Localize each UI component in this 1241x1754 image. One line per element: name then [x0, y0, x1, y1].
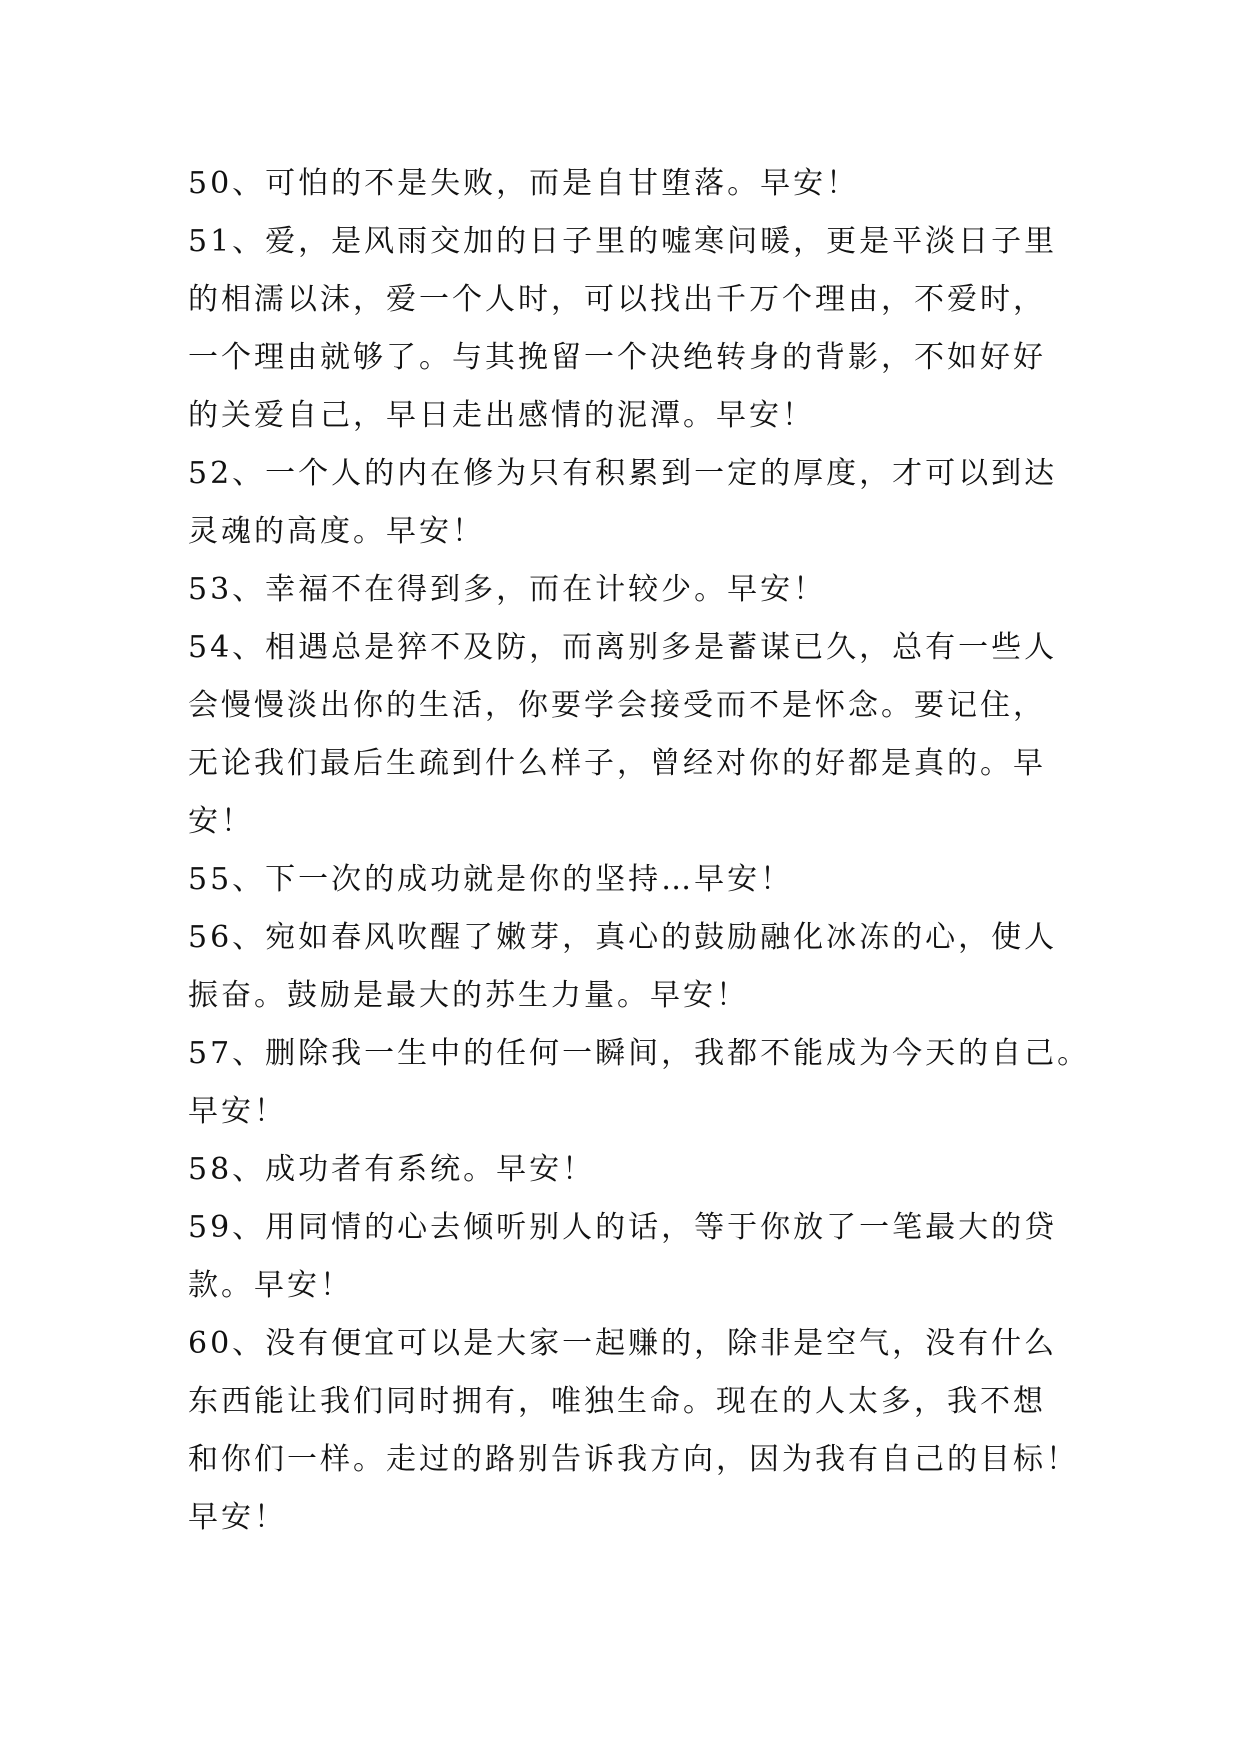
list-item	[188, 213, 1068, 445]
text-line: 无论我们最后生疏到什么样子，曾经对你的好都是真的。早	[188, 746, 1046, 781]
text-line: 款。早安！	[188, 1268, 353, 1303]
list-item	[188, 1141, 1068, 1199]
text-line: 和你们一样。走过的路别告诉我方向，因为我有自己的目标！	[188, 1442, 1079, 1477]
text-line: 灵魂的高度。早安！	[188, 514, 485, 549]
text-line: 的相濡以沫，爱一个人时，可以找出千万个理由，不爱时，	[188, 282, 1046, 317]
list-item	[188, 445, 1068, 561]
text-line: 会慢慢淡出你的生活，你要学会接受而不是怀念。要记住，	[188, 688, 1046, 723]
text-line: 60、没有便宜可以是大家一起赚的，除非是空气，没有什么	[188, 1326, 1058, 1361]
document-body	[188, 155, 1091, 1547]
text-line: 55、下一次的成功就是你的坚持…早安！	[188, 862, 794, 897]
text-line: 54、相遇总是猝不及防，而离别多是蓄谋已久，总有一些人	[188, 630, 1058, 665]
text-line: 东西能让我们同时拥有，唯独生命。现在的人太多，我不想	[188, 1384, 1046, 1419]
text-line: 一个理由就够了。与其挽留一个决绝转身的背影，不如好好	[188, 340, 1046, 375]
list-item	[188, 619, 1068, 851]
list-item	[188, 851, 1068, 909]
text-line: 52、一个人的内在修为只有积累到一定的厚度，才可以到达	[188, 456, 1058, 491]
list-item	[188, 1199, 1068, 1315]
text-line: 57、删除我一生中的任何一瞬间，我都不能成为今天的自己。	[188, 1036, 1091, 1071]
list-item	[188, 1315, 1079, 1547]
text-line: 51、爱，是风雨交加的日子里的嘘寒问暖，更是平淡日子里	[188, 224, 1058, 259]
text-line: 53、幸福不在得到多，而在计较少。早安！	[188, 572, 827, 607]
list-item	[188, 1025, 1091, 1141]
text-line: 早安！	[188, 1500, 287, 1535]
text-line: 振奋。鼓励是最大的苏生力量。早安！	[188, 978, 749, 1013]
text-line: 早安！	[188, 1094, 287, 1129]
text-line: 59、用同情的心去倾听别人的话，等于你放了一笔最大的贷	[188, 1210, 1058, 1245]
text-line: 50、可怕的不是失败，而是自甘堕落。早安！	[188, 166, 860, 201]
text-line: 56、宛如春风吹醒了嫩芽，真心的鼓励融化冰冻的心，使人	[188, 920, 1058, 955]
text-line: 的关爱自己，早日走出感情的泥潭。早安！	[188, 398, 815, 433]
text-line: 安！	[188, 804, 254, 839]
list-item	[188, 909, 1068, 1025]
list-item	[188, 155, 1068, 213]
list-item	[188, 561, 1068, 619]
text-line: 58、成功者有系统。早安！	[188, 1152, 596, 1187]
